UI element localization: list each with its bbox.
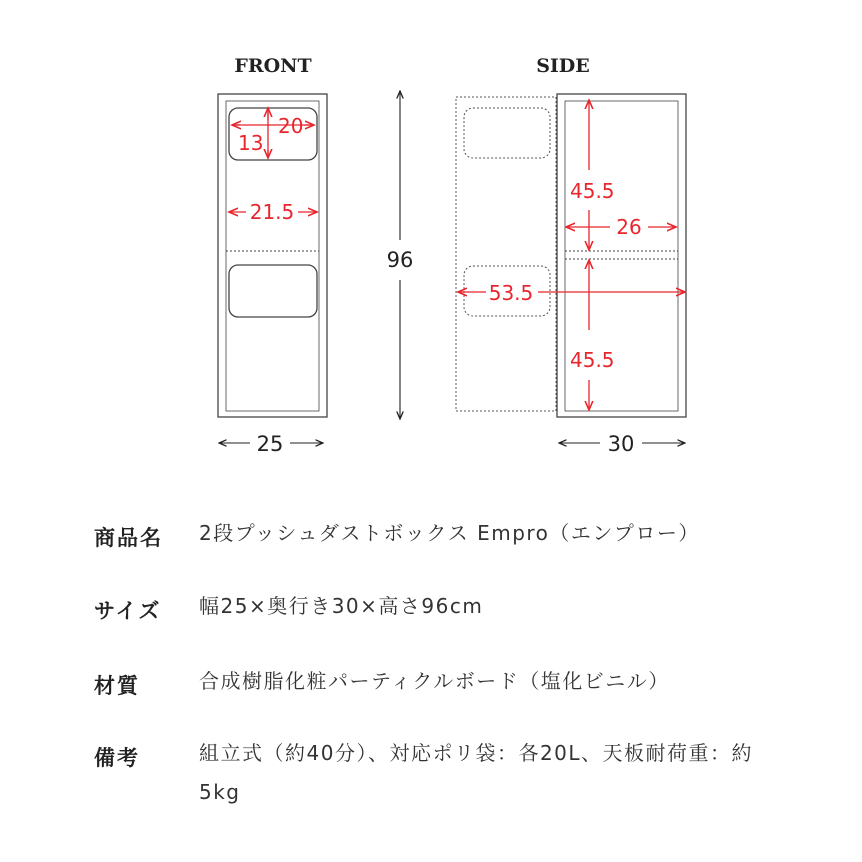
front-inner-width-label: 21.5	[249, 200, 295, 224]
front-opening-height-label: 13	[238, 131, 264, 155]
front-total-width-label: 25	[256, 432, 284, 456]
spec-label: サイズ	[94, 599, 162, 623]
spec-value: 合成樹脂化粧パーティクルボード（塩化ビニル）	[199, 669, 670, 693]
front-view-title: FRONT	[234, 55, 312, 77]
spec-value: 2段プッシュダストボックス Empro（エンプロー）	[199, 521, 700, 545]
side-view-open-lid	[456, 97, 556, 411]
spec-label: 材質	[94, 674, 140, 698]
side-upper-height-label: 45.5	[570, 179, 615, 203]
side-view-title: SIDE	[536, 55, 590, 77]
side-inner-depth-label: 26	[616, 215, 642, 239]
spec-value: 幅25×奥行き30×高さ96cm	[199, 594, 484, 618]
spec-label: 備考	[94, 746, 140, 770]
spec-label: 商品名	[94, 526, 163, 550]
front-opening-width-label: 20	[278, 114, 304, 138]
total-height-label: 96	[386, 248, 414, 272]
side-total-depth-label: 30	[607, 432, 635, 456]
front-view	[218, 94, 327, 417]
spec-value: 組立式（約40分）、対応ポリ袋：各20L、天板耐荷重：約5kg	[199, 741, 754, 804]
side-lower-height-label: 45.5	[570, 348, 615, 372]
side-open-depth-label: 53.5	[488, 281, 534, 305]
lower-lid-opening	[229, 265, 317, 317]
